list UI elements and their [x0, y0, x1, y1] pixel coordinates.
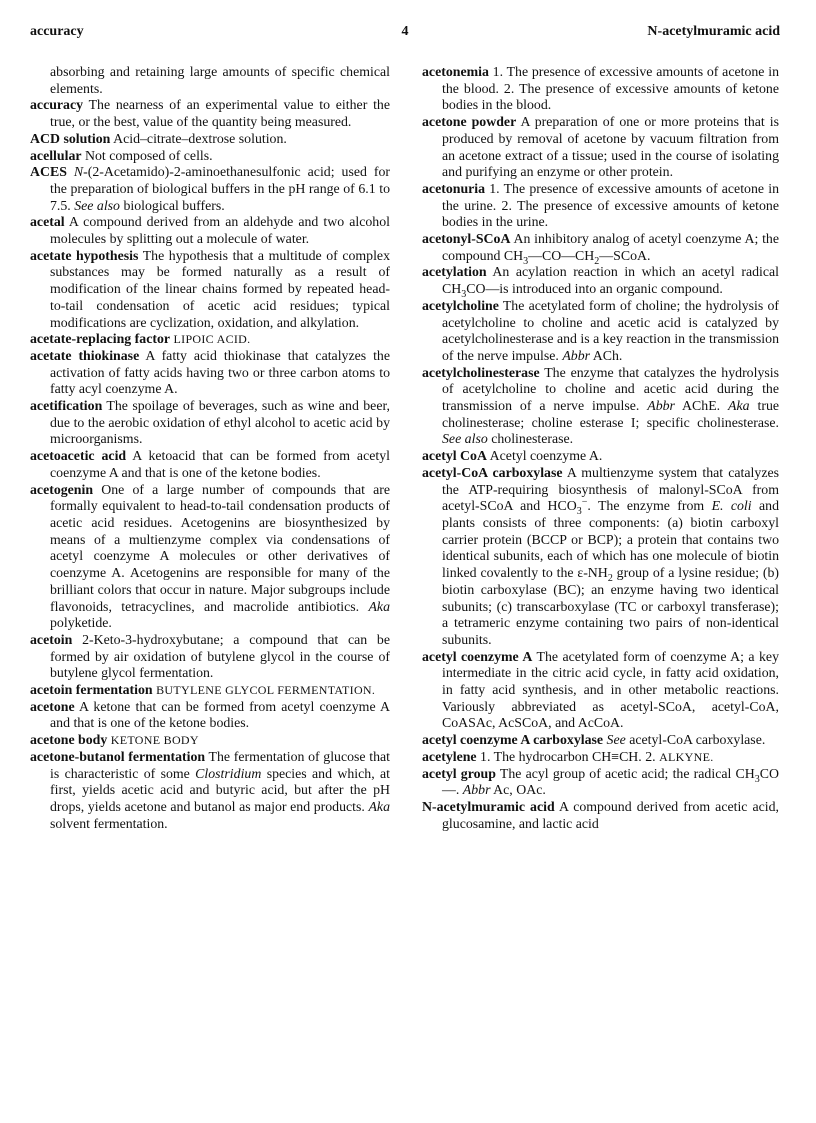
cross-reference: BUTYLENE GLYCOL FERMENTATION.	[156, 683, 376, 698]
entry-acellular	[30, 148, 390, 165]
left-column	[30, 64, 390, 832]
entry-n-acetylmuramic-acid	[422, 799, 779, 832]
entry-acd-solution	[30, 131, 390, 148]
entry-acetyl-coa	[422, 448, 779, 465]
running-header	[30, 24, 780, 44]
headword: acetone powder	[422, 114, 517, 130]
definition: A compound derived from acetic acid, glucosamine, and lactic acid	[442, 798, 780, 831]
entry-acetylene	[422, 749, 779, 766]
entry-acetate-hypothesis	[30, 248, 390, 332]
entry-acetyl-coenzyme-a-carboxylase: acetyl coenzyme A carboxylase See acetyl-CoA carboxylase.	[422, 732, 766, 748]
entry-acetyl-coenzyme-a	[422, 649, 779, 733]
headword: acetone body	[30, 732, 108, 748]
entry-acetylcholinesterase: acetylcholinesterase The enzyme that catalyzes the hydrolysis of acetylcholine to choline and acetic acid during the transmission of a nerve impulse. Abbr AChE. Aka true cholinesterase; choline esterase I; specific cholinesterase. See also cholinesterase.	[422, 364, 780, 447]
headword: acetylcholinesterase	[422, 364, 540, 380]
headword: acetification	[30, 398, 103, 414]
headword: acetone	[30, 698, 75, 714]
definition: Acetyl coenzyme A.	[486, 448, 603, 464]
headword: acetonemia	[422, 64, 489, 79]
entry-acetonuria	[422, 181, 779, 231]
entry-acetoacetic-acid	[30, 448, 390, 481]
headword: acetoin	[30, 631, 73, 647]
entry-acetyl-coa-carboxylase: acetyl-CoA carboxylase A multienzyme system that catalyzes the ATP-requiring biosynthesis of malonyl-SCoA from acetyl-SCoA and $HCO_3^-$. The enzyme from E. coli and plants consists of three components: (a) biotin carboxyl carrier protein (BCCP or BCP); a protein that contains two identical subunits, each of which has one molecule of biotin linked covalently to the $\varepsilon-NH_2$ group of a lysine residue; (b) biotin carboxylase (BC); an enzyme having two identical subunits; (c) transcarboxylase (TC or carboxyl transferase); a tetrameric enzyme containing two pairs of non-identical subunits.	[422, 464, 779, 647]
entry-acetylcholine: acetylcholine The acetylated form of choline; the hydrolysis of acetylcholine to choline and acetic acid is catalyzed by acetylcholinesterase and is a key reaction in the transmission of the nerve impulse. Abbr ACh.	[422, 297, 779, 363]
right-column	[422, 64, 779, 832]
headword: acetyl coenzyme A	[422, 648, 533, 664]
cross-reference-label: See also	[74, 197, 120, 213]
definition: Not composed of cells.	[81, 147, 213, 163]
headword: acetate hypothesis	[30, 247, 139, 263]
cross-reference: ALKYNE.	[659, 749, 714, 764]
headword: acetogenin	[30, 481, 94, 497]
headword: acetylation	[422, 264, 487, 280]
entry-acetoin-fermentation	[30, 682, 390, 699]
definition: A fatty acid thiokinase that catalyzes the activation of fatty acids having two or three carbon atoms to fatty acyl coenzyme A.	[50, 347, 391, 397]
headword: acetate-replacing factor	[30, 331, 171, 347]
guide-word-right: N-acetylmuramic acid	[647, 24, 780, 39]
headword: accuracy	[30, 97, 84, 113]
headword: acetate thiokinase	[30, 347, 140, 363]
definition: 2-Keto-3-hydroxybutane; a compound that can be formed by air oxidation of butylene glycol in the course of butylene glycol fermentation.	[50, 631, 390, 681]
definition: 1. The hydrocarbon CH≡CH. 2.	[476, 748, 660, 764]
definition: Acid–citrate–dextrose solution.	[110, 130, 287, 146]
entry-acetylation: acetylation An acylation reaction in which an acetyl radical $CH_3CO—is$ introduced into an organic compound.	[422, 264, 779, 300]
entry-accuracy	[30, 97, 390, 130]
entry-continuation: absorbing and retaining large amounts of specific chemical elements.	[50, 64, 390, 96]
entry-acetate-replacing-factor	[30, 331, 390, 348]
headword: ACES	[30, 164, 67, 180]
definition: A ketone that can be formed from acetyl coenzyme A and that is one of the ketone bodies.	[50, 698, 390, 731]
definition: One of a large number of compounds that are formally equivalent to head-to-tail condensation products of acetic acid residues. Acetogenins are biosynthesized by means of a multienzyme complex via condensations of acetyl coenzyme A molecules or other derivatives of coenzyme A. Acetogenins are responsible for many of the brilliant colors that occur in nature. Major subgroups include flavonoids, tetracyclines, and macrolide antibiotics.	[50, 481, 390, 614]
headword: acetyl coenzyme A carboxylase	[422, 732, 604, 748]
entry-acetonemia	[422, 64, 779, 114]
entry-acetal	[30, 214, 390, 247]
definition: The hypothesis that a multitude of complex substances may be formed naturally as a result of modification of the linear chains formed by repeated head-to-tail condensation of acetic acid residues; typical modifications are cyclization, oxidation, and alkylation.	[50, 247, 391, 330]
definition: 1. The presence of excessive amounts of acetone in the blood. 2. The presence of excessive amounts of ketone bodies in the blood.	[442, 64, 779, 113]
cross-reference-label: See	[606, 732, 626, 748]
headword: acetoacetic acid	[30, 448, 127, 464]
entry-acetonyl-scoa: acetonyl-SCoA An inhibitory analog of acetyl coenzyme A; the compound $CH_3—CO—CH_2—SCoA$.	[422, 231, 779, 267]
definition: A compound derived from an aldehyde and two alcohol molecules by splitting out a molecule of water.	[50, 214, 390, 247]
headword: acetyl CoA	[422, 448, 487, 464]
entry-acetone-powder	[422, 114, 779, 181]
headword: acetonuria	[422, 180, 486, 196]
guide-word-left: accuracy	[30, 24, 84, 39]
entry-aces: ACES N-(2-Acetamido)-2-aminoethanesulfonic acid; used for the preparation of biological buffers in the pH range of 6.1 to 7.5. See also biological buffers.	[30, 164, 390, 213]
headword: ACD solution	[30, 130, 111, 146]
headword: acetal	[30, 214, 65, 230]
headword: acetylene	[422, 748, 477, 764]
entry-acetification	[30, 398, 390, 448]
headword: acetone-butanol fermentation	[30, 748, 206, 764]
definition: A ketoacid that can be formed from acetyl coenzyme A and that is one of the ketone bodies.	[50, 448, 390, 480]
headword: acetylcholine	[422, 297, 499, 313]
headword: acetonyl-SCoA	[422, 231, 511, 247]
entry-acetone	[30, 699, 390, 732]
entry-acetoin	[30, 632, 390, 682]
definition: A preparation of one or more proteins that is produced by removal of acetone by vacuum filtration from an acetone extract of a tissue; used in the course of isolating and purifying an enzyme or other protein.	[442, 114, 779, 180]
page-number: 4	[401, 24, 409, 39]
headword: N-acetylmuramic acid	[422, 798, 555, 814]
headword: acetyl group	[422, 765, 496, 781]
headword: acetyl-CoA carboxylase	[422, 464, 563, 480]
entry-acetate-thiokinase	[30, 348, 390, 398]
headword: acellular	[30, 147, 82, 163]
entry-acetyl-group: acetyl group The acyl group of acetic acid; the radical $CH_3CO—$. Abbr Ac, OAc.	[422, 765, 779, 798]
cross-reference: KETONE BODY	[110, 733, 199, 748]
entry-acetone-body	[30, 732, 390, 749]
entry-acetogenin: acetogenin One of a large number of compounds that are formally equivalent to head-to-tail condensation products of acetic acid residues. Acetogenins are biosynthesized by means of a multienzyme complex via condensations of acetyl coenzyme A molecules or other derivatives of coenzyme A. Acetogenins are responsible for many of the brilliant colors that occur in nature. Major subgroups include flavonoids, tetracyclines, and macrolide antibiotics. Aka polyketide.	[30, 481, 390, 631]
definition: 1. The presence of excessive amounts of acetone in the urine. 2. The presence of excessive amounts of ketone bodies in the urine.	[442, 180, 779, 230]
definition: The spoilage of beverages, such as wine and beer, due to the aerobic oxidation of ethyl alcohol to acetic acid by microorganisms.	[50, 398, 390, 447]
definition: The nearness of an experimental value to either the true, or the best, value of the quantity being measured.	[50, 97, 390, 130]
headword: acetoin fermentation	[30, 682, 153, 698]
entry-acetone-butanol-fermentation: acetone-butanol fermentation The fermentation of glucose that is characteristic of some Clostridium species and which, at first, yields acetic acid and butyric acid, but after the pH drops, yields acetone and butanol as major end products. Aka solvent fermentation.	[30, 748, 390, 831]
definition: The acetylated form of coenzyme A; a key intermediate in the citric acid cycle, in fatty acid oxidation, in fatty acid synthesis, and in other metabolic reactions. Variously abbreviated as acetyl-SCoA, acetyl-CoA, CoASAc, AcSCoA, and AcCoA.	[442, 648, 779, 731]
cross-reference: LIPOIC ACID.	[173, 332, 251, 347]
